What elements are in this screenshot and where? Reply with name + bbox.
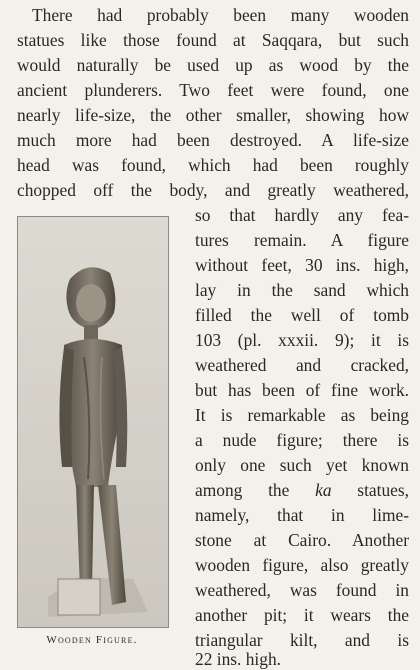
text-line: tures remain. A figure xyxy=(195,230,409,250)
text-line: ancient plunderers. Two feet were found, one xyxy=(17,80,409,100)
text-line: but has been of fine work. xyxy=(195,380,409,400)
text-line: 103 (pl. xxxii. 9); it is xyxy=(195,330,409,350)
text-line: There had probably been many wooden xyxy=(32,5,409,25)
text-fragment: among the xyxy=(195,480,290,500)
text-line: another pit; it wears the xyxy=(195,605,409,625)
wooden-figure-illustration xyxy=(18,217,168,627)
text-line: weathered, was found in xyxy=(195,580,409,600)
text-line: triangular kilt, and is xyxy=(195,630,409,650)
text-line: weathered and cracked, xyxy=(195,355,409,375)
text-line: lay in the sand which xyxy=(195,280,409,300)
figure-caption: Wooden Figure. xyxy=(46,634,138,646)
text-line: without feet, 30 ins. high, xyxy=(195,255,409,275)
text-line: It is remarkable as being xyxy=(195,405,409,425)
italic-term-ka: ka xyxy=(315,480,332,500)
text-line: would naturally be used up as wood by the xyxy=(17,55,409,75)
text-line: filled the well of tomb xyxy=(195,305,409,325)
text-line: nearly life-size, the other smaller, showing how xyxy=(17,105,409,125)
text-line: wooden figure, also greatly xyxy=(195,555,409,575)
text-line: statues like those found at Saqqara, but such xyxy=(17,30,409,50)
text-line: namely, that in lime- xyxy=(195,505,409,525)
text-fragment: statues, xyxy=(357,480,409,500)
text-line-with-italic xyxy=(195,479,409,501)
text-line: 22 ins. high. xyxy=(195,649,281,669)
text-line: chopped off the body, and greatly weathered, xyxy=(17,180,409,200)
text-line: much more had been destroyed. A life-size xyxy=(17,130,409,150)
text-line: stone at Cairo. Another xyxy=(195,530,409,550)
text-line: only one such yet known xyxy=(195,455,409,475)
text-line: so that hardly any fea- xyxy=(195,205,409,225)
text-line: head was found, which had been roughly xyxy=(17,155,409,175)
wooden-figure-photo xyxy=(17,216,169,628)
text-line: a nude figure; there is xyxy=(195,430,409,450)
